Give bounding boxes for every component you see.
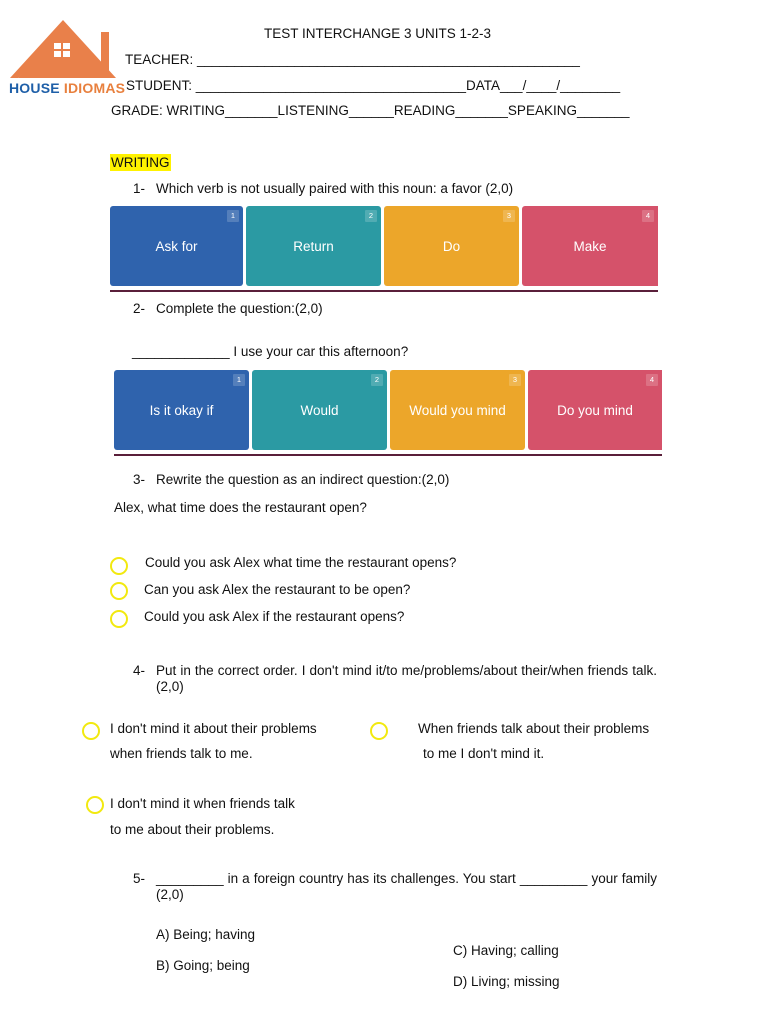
q4-option-2-line1: When friends talk about their problems: [418, 721, 650, 736]
q1-option-1-number: 1: [227, 210, 239, 222]
q5-number: 5-: [133, 871, 146, 886]
q3-number: 3-: [133, 472, 146, 487]
q1-options: [110, 206, 658, 292]
q2-option-4-number: 4: [646, 374, 658, 386]
q1-option-2-number: 2: [365, 210, 377, 222]
q3-option-2-text: Can you ask Alex the restaurant to be open?: [144, 582, 411, 597]
q5-option-d[interactable]: D) Living; missing: [453, 974, 560, 989]
q2-option-1[interactable]: [114, 370, 249, 450]
q4-option-2-radio[interactable]: [370, 722, 388, 740]
q1-option-4[interactable]: [522, 206, 658, 286]
q2-option-3[interactable]: [390, 370, 525, 450]
q3-option-1-radio[interactable]: [110, 557, 128, 575]
q2-option-2[interactable]: [252, 370, 387, 450]
q2-text: Complete the question:(2,0): [156, 301, 323, 316]
q1-option-3[interactable]: [384, 206, 519, 286]
q2-option-1-number: 1: [233, 374, 245, 386]
q5-option-c[interactable]: C) Having; calling: [453, 943, 559, 958]
section-heading: [110, 155, 171, 170]
grade-line: GRADE: WRITING_______LISTENING______READING_______SPEAKING_______: [111, 103, 630, 118]
q1-text: Which verb is not usually paired with this noun: a favor (2,0): [156, 181, 514, 196]
q4-option-3-radio[interactable]: [86, 796, 104, 814]
q4-option-1-line1: I don't mind it about their problems: [110, 721, 317, 736]
q3-option-2-radio[interactable]: [110, 582, 128, 600]
q2-sentence: _____________ I use your car this afternoon?: [132, 344, 409, 359]
q2-option-1-label: Is it okay if: [149, 402, 214, 418]
q4-option-2-line2: to me I don't mind it.: [423, 746, 545, 761]
student-line: STUDENT: ____________________________________DATA___/____/________: [126, 78, 621, 93]
q2-option-3-label: Would you mind: [409, 402, 506, 418]
q1-option-1-label: Ask for: [155, 238, 198, 254]
q4-option-3-line1: I don't mind it when friends talk: [110, 796, 295, 811]
q1-option-3-number: 3: [503, 210, 515, 222]
logo-word-house: HOUSE: [9, 80, 60, 96]
q1-option-2-label: Return: [293, 238, 334, 254]
q4-option-1-radio[interactable]: [82, 722, 100, 740]
section-heading-text: WRITING: [111, 155, 170, 170]
q5-option-a[interactable]: A) Being; having: [156, 927, 256, 942]
q1-number: 1-: [133, 181, 146, 196]
q1-option-4-label: Make: [573, 238, 607, 254]
q3-option-3-radio[interactable]: [110, 610, 128, 628]
q2-option-4-label: Do you mind: [557, 402, 633, 418]
q2-options: [114, 370, 662, 456]
q4-number: 4-: [133, 663, 146, 678]
q2-option-2-label: Would: [300, 402, 339, 418]
teacher-line: TEACHER: ___________________________________________________: [125, 52, 580, 67]
q3-option-3-text: Could you ask Alex if the restaurant opens?: [144, 609, 405, 624]
q3-option-1-text: Could you ask Alex what time the restaurant opens?: [145, 555, 457, 570]
q5-text: _________ in a foreign country has its challenges. You start _________ your family (2,0): [156, 871, 657, 902]
q4-text: Put in the correct order. I don't mind it/to me/problems/about their/when friends talk.(2,0): [156, 663, 657, 694]
test-title: TEST INTERCHANGE 3 UNITS 1-2-3: [264, 26, 492, 41]
q4-option-3-line2: to me about their problems.: [110, 822, 275, 837]
q2-option-2-number: 2: [371, 374, 383, 386]
q2-number: 2-: [133, 301, 146, 316]
q2-option-3-number: 3: [509, 374, 521, 386]
logo-wordmark: [9, 80, 125, 96]
q1-option-4-number: 4: [642, 210, 654, 222]
q3-text: Rewrite the question as an indirect question:(2,0): [156, 472, 450, 487]
q5-option-b[interactable]: B) Going; being: [156, 958, 250, 973]
q1-option-2[interactable]: [246, 206, 381, 286]
q3-prompt: Alex, what time does the restaurant open?: [114, 500, 367, 515]
q2-option-4[interactable]: [528, 370, 662, 450]
q1-option-1[interactable]: [110, 206, 243, 286]
q1-option-3-label: Do: [442, 238, 461, 254]
q4-option-1-line2: when friends talk to me.: [110, 746, 253, 761]
logo-word-idiomas: IDIOMAS: [63, 80, 126, 96]
